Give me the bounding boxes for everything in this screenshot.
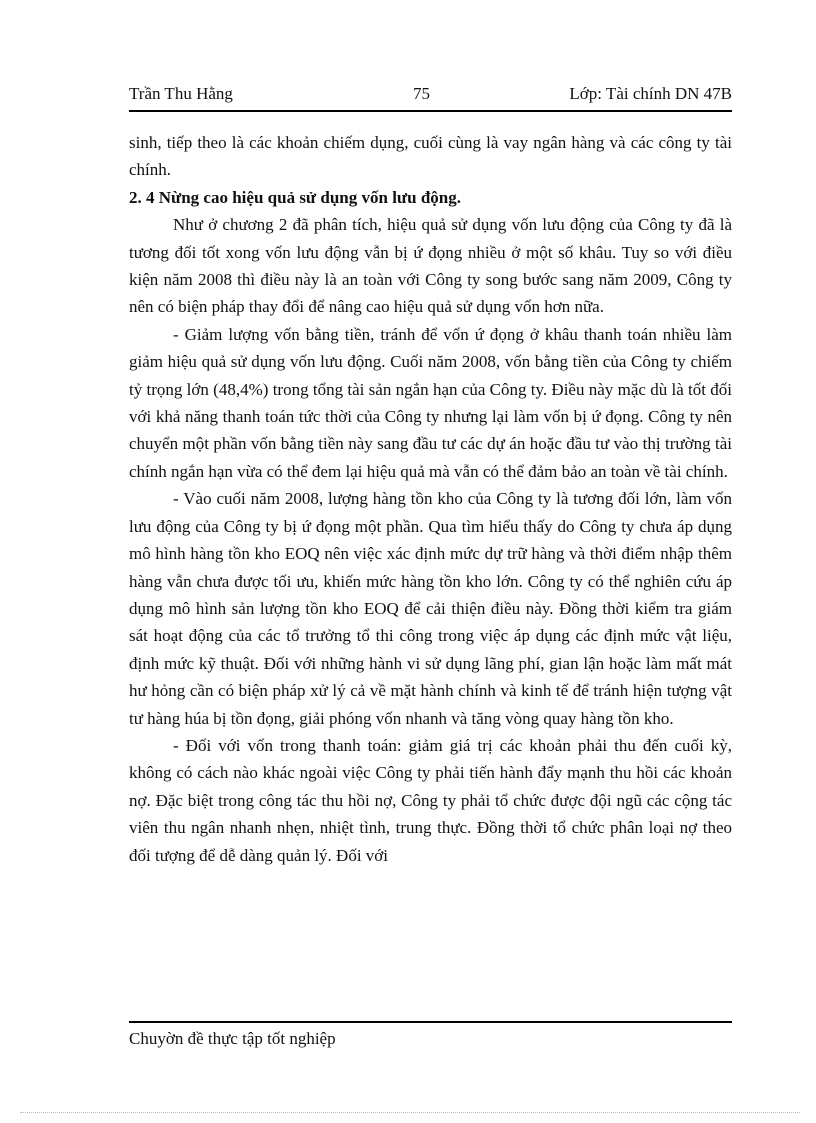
paragraph-continuation: sinh, tiếp theo là các khoản chiếm dụng, cuối cùng là vay ngân hàng và các công ty tài chính. <box>129 133 732 180</box>
footer-text: Chuyờn đề thực tập tốt nghiệp <box>129 1029 336 1048</box>
paragraph-inventory: - Vào cuối năm 2008, lượng hàng tồn kho của Công ty là tương đối lớn, làm vốn lưu động của Công ty bị ứ đọng một phần. Qua tìm hiểu thấy do Công ty chưa áp dụng mô hình hàng tồn kho EOQ nên việc xác định mức dự trữ hàng và thời điểm nhập thêm hàng vẫn chưa được tối ưu, khiến mức hàng tồn kho lớn. Công ty có thể nghiên cứu áp dụng mô hình sản lượng tồn kho EOQ để cải thiện điều này. Đồng thời kiểm tra giám sát hoạt động của các tổ trưởng tổ thi công trong việc áp dụng các định mức vật liệu, định mức kỹ thuật. Đối với những hành vi sử dụng lãng phí, gian lận hoặc làm mất mát hư hỏng cần có biện pháp xử lý cả về mặt hành chính và kinh tế để tránh hiện tượng vật tư hàng húa bị tồn đọng, giải phóng vốn nhanh và tăng vòng quay hàng tồn kho. <box>129 489 732 728</box>
section-title: 2. 4 Nừng cao hiệu quả sử dụng vốn lưu động. <box>129 187 461 207</box>
paragraph-cash: - Giảm lượng vốn bằng tiền, tránh để vốn ứ đọng ở khâu thanh toán nhiều làm giảm hiệu quả sử dụng vốn lưu động. Cuối năm 2008, vốn bằng tiền của Công ty chiếm tỷ trọng lớn (48,4%) trong tổng tài sản ngắn hạn của Công ty. Điều này mặc dù là tốt đối với khả năng thanh toán tức thời của Công ty nhưng lại làm vốn bị ứ đọng. Công ty nên chuyển một phần vốn bằng tiền này sang đầu tư các dự án hoặc đầu tư vào thị trường tài chính ngắn hạn vừa có thể đem lại hiệu quả mà vẫn có thể đảm bảo an toàn về tài chính. <box>129 324 732 481</box>
header-class: Lớp: Tài chính DN 47B <box>569 84 732 103</box>
document-body <box>129 129 732 869</box>
page-bottom-divider <box>20 1112 800 1113</box>
page-header <box>129 84 732 112</box>
header-page-number: 75 <box>413 84 430 103</box>
paragraph-receivables: - Đối với vốn trong thanh toán: giảm giá trị các khoản phải thu đến cuối kỳ, không có cách nào khác ngoài việc Công ty phải tiến hành đẩy mạnh thu hồi các khoản nợ. Đặc biệt trong công tác thu hồi nợ, Công ty phải tổ chức được đội ngũ các cộng tác viên thu ngân nhanh nhẹn, nhiệt tình, trung thực. Đồng thời tổ chức phân loại nợ theo đối tượng để dễ dàng quản lý. Đối với <box>129 735 732 865</box>
header-author: Trần Thu Hằng <box>129 84 233 103</box>
paragraph-intro: Như ở chương 2 đã phân tích, hiệu quả sử dụng vốn lưu động của Công ty đã là tương đối tốt xong vốn lưu động vẫn bị ứ đọng nhiều ở một số khâu. Tuy so với điều kiện năm 2008 thì điều này là an toàn với Công ty song bước sang năm 2009, Công ty nên có biện pháp thay đổi để nâng cao hiệu quả sử dụng vốn hơn nữa. <box>129 215 732 317</box>
page-footer <box>129 1021 732 1049</box>
